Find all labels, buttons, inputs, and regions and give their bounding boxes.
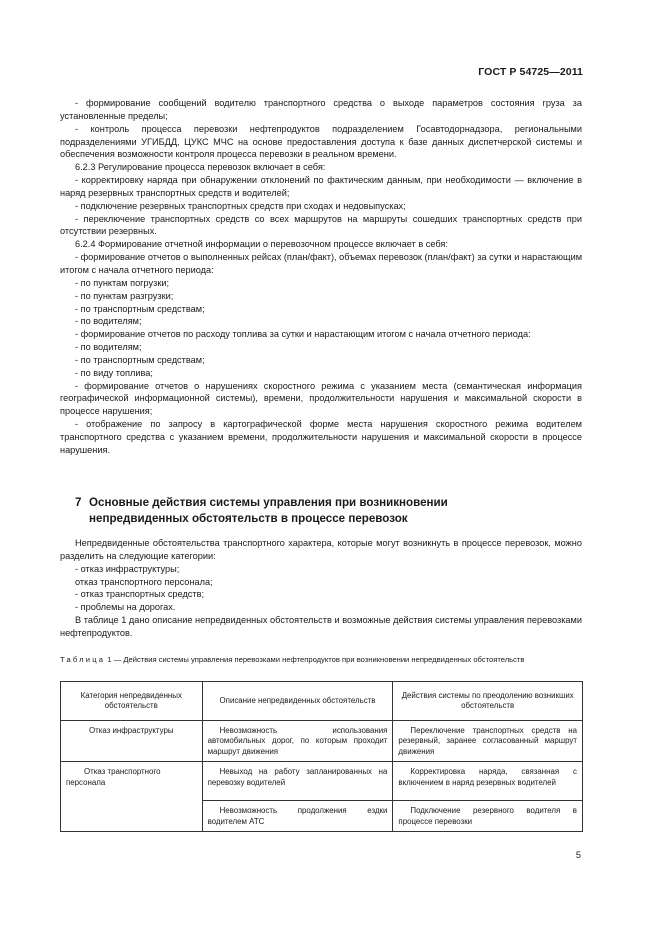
list-item: - по пунктам погрузки;	[75, 277, 170, 288]
table-cell	[202, 801, 393, 832]
table-header-cell: Действия системы по преодолению возникших обстоятельств	[393, 682, 583, 721]
paragraph: В таблице 1 дано описание непредвиденных обстоятельств и возможные действия системы управления перевозками нефтепродуктов.	[60, 615, 582, 638]
table-cell	[202, 762, 393, 801]
paragraph: - формирование отчетов о выполненных рейсах (план/факт), объемах перевозок (план/факт) за сутки и нарастающим итогом с начала отчетного периода:	[60, 252, 583, 275]
list-item: - отказ транспортных средств;	[75, 589, 205, 600]
description-text: Невыход на работу запланированных на перевозку водителей	[207, 767, 388, 787]
list-item: - по пунктам разгрузки;	[75, 290, 174, 301]
category-text: Отказ инфраструктуры	[89, 726, 174, 735]
paragraph: - формирование сообщений водителю транспортного средства о выходе параметров состояния груза за установленные пределы;	[60, 98, 582, 121]
table-header-row	[61, 682, 583, 721]
list-item: - отказ инфраструктуры;	[75, 563, 180, 574]
paragraph: - формирование отчетов по расходу топлива за сутки и нарастающим итогом с начала отчетного периода:	[75, 329, 531, 340]
section-title-line2: непредвиденных обстоятельств в процессе перевозок	[89, 511, 408, 525]
table-cell	[393, 762, 583, 801]
list-item: - по виду топлива;	[75, 367, 153, 378]
table-cell	[393, 801, 583, 832]
paragraph: 6.2.3 Регулирование процесса перевозок включает в себя:	[75, 162, 326, 173]
paragraph: Непредвиденные обстоятельства транспортного характера, которые могут возникнуть в процессе перевозок, можно разделить на следующие категории:	[60, 538, 582, 561]
paragraph: - корректировку наряда при обнаружении отклонений по фактическим данным, при необходимости — включение в наряд резервных транспортных средств и водителей;	[60, 175, 582, 198]
list-item: - проблемы на дорогах.	[75, 602, 176, 613]
paragraph: - отображение по запросу в картографической форме места нарушения скоростного режима водителем транспортного средства с указанием времени, продолжительности нарушения и максимальной скорости в процессе нарушения.	[60, 419, 582, 455]
table	[60, 681, 583, 832]
list-item: - по водителям;	[75, 342, 142, 353]
action-text: Переключение транспортных средств на резервный, заранее согласованный маршрут движения	[398, 726, 577, 756]
section-7-heading-block	[75, 495, 585, 526]
description-text: Невозможность использования автомобильных дорог, по которым проходит маршрут движения	[207, 726, 388, 756]
action-text: Корректировка наряда, связанная с включением в наряд резервных водителей	[398, 767, 577, 787]
description-text: Невозможность продолжения ездки водителем АТС	[207, 806, 388, 826]
body-text-top	[60, 97, 582, 457]
table-header-cell: Категория непредвиденных обстоятельств	[61, 682, 203, 721]
paragraph: - переключение транспортных средств со всех маршрутов на маршруты сошедших транспортных средств при отсутствии резервных.	[60, 213, 582, 237]
table-header-cell: Описание непредвиденных обстоятельств	[202, 682, 393, 721]
page-number: 5	[575, 850, 581, 860]
category-text: Отказ транспортного персонала	[66, 767, 161, 787]
table-row	[61, 721, 583, 762]
table-cell	[202, 721, 393, 762]
table-cell	[61, 762, 203, 832]
table-cell	[393, 721, 583, 762]
list-item: - по водителям;	[75, 316, 142, 327]
list-item: - по транспортным средствам;	[75, 354, 205, 365]
action-text: Подключение резервного водителя в процессе перевозки	[398, 806, 577, 826]
section-title-line1: Основные действия системы управления при возникновении	[89, 496, 448, 509]
list-item: - по транспортным средствам;	[75, 303, 205, 314]
document-header: ГОСТ Р 54725—2011	[478, 66, 583, 78]
section-7-body	[60, 537, 582, 640]
section-number: 7	[75, 496, 82, 509]
table-caption	[60, 655, 584, 666]
paragraph: - подключение резервных транспортных средств при сходах и недовыпусках;	[75, 200, 406, 211]
section-heading	[75, 495, 585, 526]
table-cell	[61, 721, 203, 762]
paragraph: - контроль процесса перевозки нефтепродуктов подразделением Госавтодорнадзора, региональными подразделениями УГИБДД, ЦУКС МЧС на основе предоставления доступа к базе данных диспетчерской системы и обеспечения возможности контроля процесса перевозки в реальном времени.	[60, 123, 582, 160]
table-caption-text: 1 — Действия системы управления перевозками нефтепродуктов при возникновении непредвиденных обстоятельств	[105, 655, 525, 664]
table-row	[61, 762, 583, 801]
table-caption-label: Таблица	[60, 655, 106, 664]
list-item: отказ транспортного персонала;	[75, 576, 213, 587]
paragraph: 6.2.4 Формирование отчетной информации о перевозочном процессе включает в себя:	[75, 239, 448, 250]
paragraph: - формирование отчетов о нарушениях скоростного режима с указанием места (семантическая информация географической информационной системы), времени, продолжительности нарушения и максимальной скорости в процессе нарушения;	[60, 380, 582, 417]
